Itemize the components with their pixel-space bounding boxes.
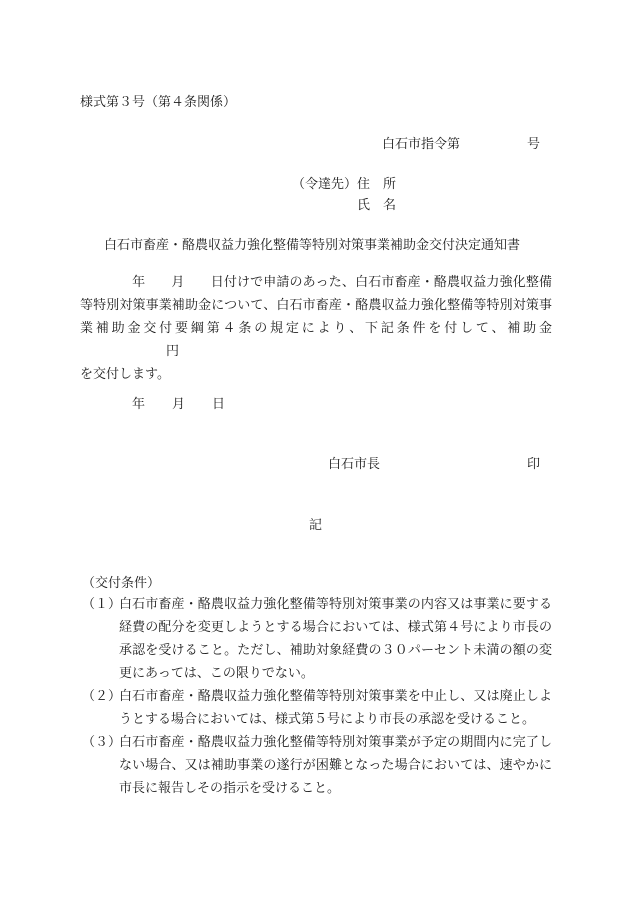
addressee-address-label: 住 所 bbox=[357, 177, 397, 192]
body-closing: を交付します。 bbox=[80, 367, 170, 382]
body-main-text: 日付けで申請のあった、白石市畜産・酪農収益力強化整備等特別対策事業補助金について、白石市畜産・酪農収益力強化整備等特別対策事業補助金交付要綱第４条の規定により、下記条件を付して、補助金 bbox=[80, 275, 552, 336]
condition-text-3: 白石市畜産・酪農収益力強化整備等特別対策事業が予定の期間内に完了しない場合、又は補助事業の遂行が困難となった場合においては、速やかに市長に報告しその指示を受けること。 bbox=[119, 735, 552, 796]
form-label: 様式第３号（第４条関係） bbox=[80, 95, 237, 110]
document-title: 白石市畜産・酪農収益力強化整備等特別対策事業補助金交付決定通知書 bbox=[104, 238, 521, 253]
condition-item-1 bbox=[82, 593, 552, 685]
conditions-heading: （交付条件） bbox=[82, 576, 161, 591]
body-month: 月 bbox=[171, 275, 185, 290]
condition-item-2 bbox=[82, 685, 552, 731]
condition-number-1: （１） bbox=[82, 597, 122, 612]
issuer-seal: 印 bbox=[527, 457, 541, 472]
addressee-name-label: 氏 名 bbox=[357, 198, 397, 213]
date-day: 日 bbox=[212, 397, 226, 412]
condition-item-3 bbox=[82, 731, 552, 800]
body-year: 年 bbox=[132, 275, 146, 290]
directive-number-prefix: 白石市指令第 bbox=[382, 137, 461, 152]
addressee-prefix: （令達先） bbox=[292, 177, 358, 192]
condition-text-1: 白石市畜産・酪農収益力強化整備等特別対策事業の内容又は事業に要する経費の配分を変更しようとする場合においては、様式第４号により市長の承認を受けること。ただし、補助対象経費の３０パーセント未満の額の変更にあっては、この限りでない。 bbox=[119, 597, 552, 681]
date-year: 年 bbox=[132, 397, 146, 412]
body-yen: 円 bbox=[166, 344, 180, 359]
condition-number-2: （２） bbox=[82, 689, 122, 704]
issuer-name: 白石市長 bbox=[328, 457, 381, 472]
ki-marker: 記 bbox=[309, 518, 323, 533]
date-month: 月 bbox=[172, 397, 186, 412]
body-paragraph bbox=[80, 271, 552, 386]
condition-text-2: 白石市畜産・酪農収益力強化整備等特別対策事業を中止し、又は廃止しようとする場合においては、様式第５号により市長の承認を受けること。 bbox=[119, 689, 552, 727]
directive-number-suffix: 号 bbox=[527, 137, 541, 152]
condition-number-3: （３） bbox=[82, 735, 122, 750]
